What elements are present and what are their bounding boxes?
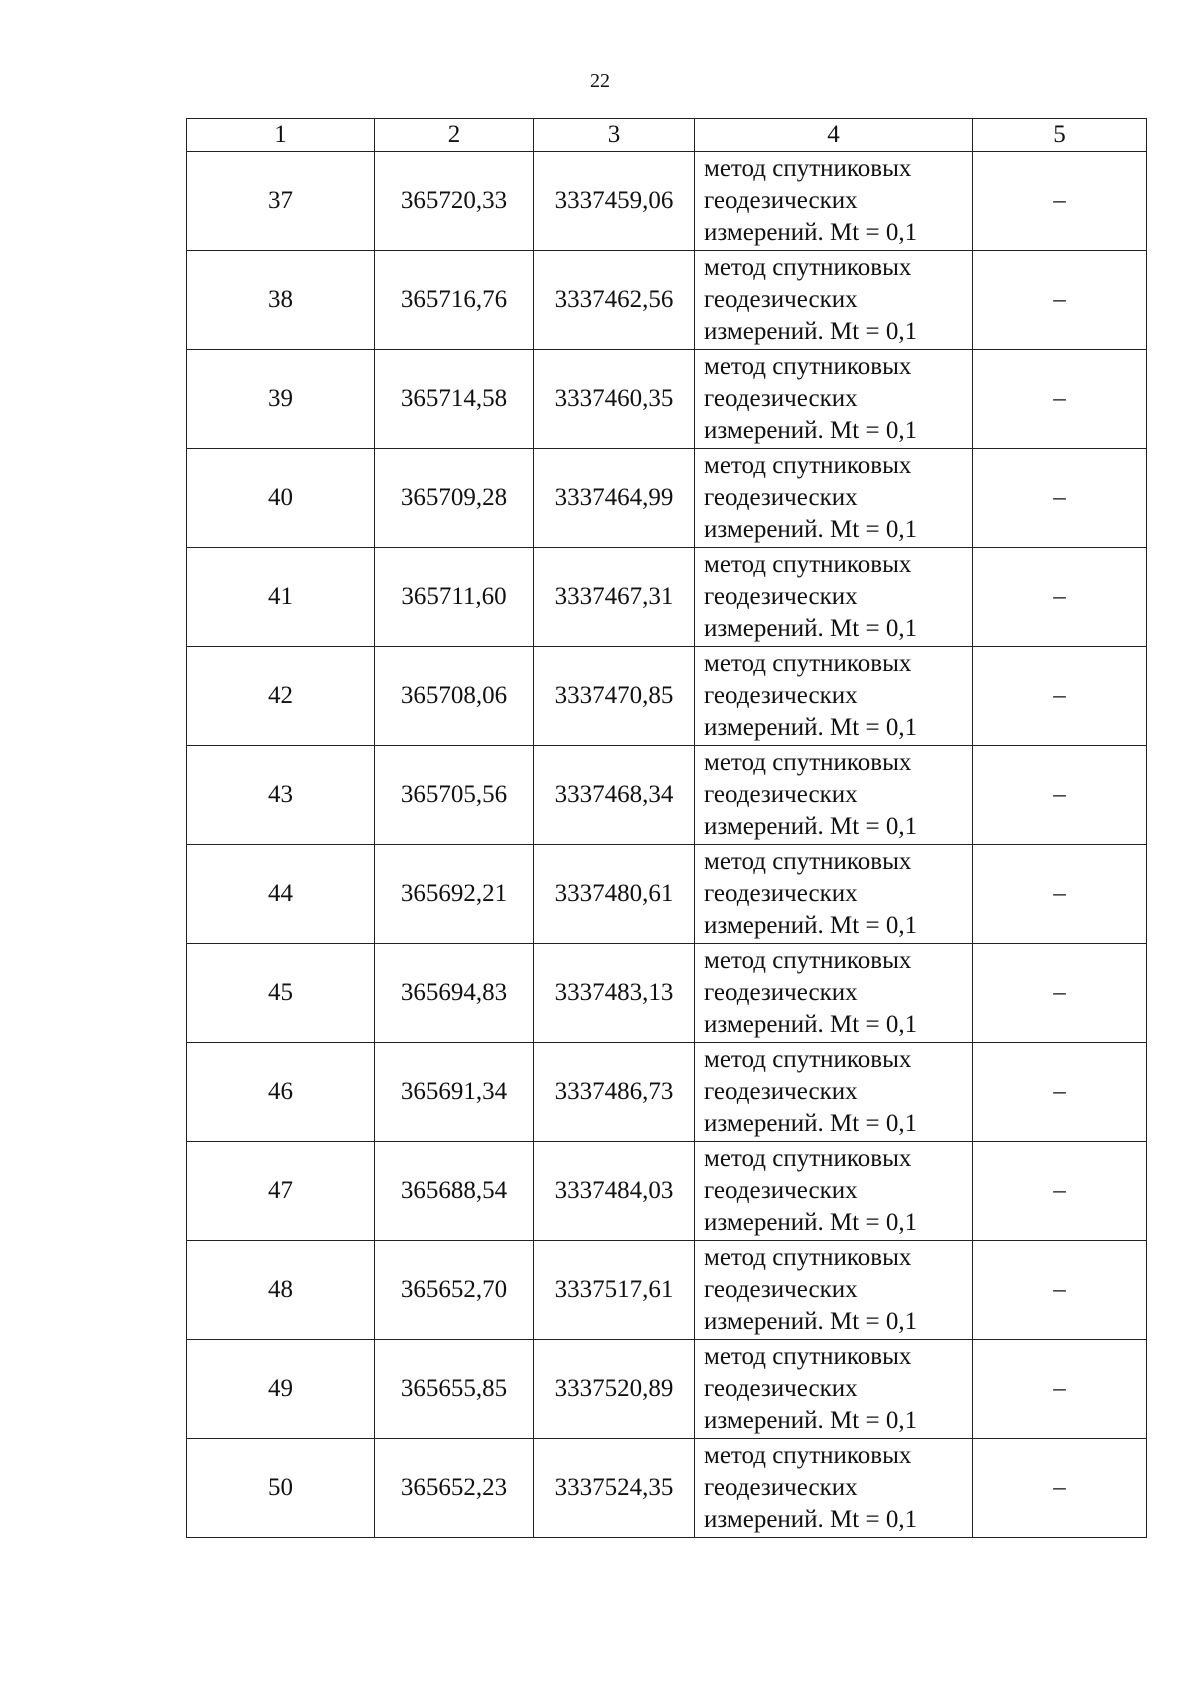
table-row — [187, 944, 1147, 1043]
method-text-line: метод спутниковых — [704, 551, 912, 578]
note-cell: – — [973, 350, 1147, 449]
point-number-cell: 40 — [187, 449, 375, 548]
note-cell: – — [973, 152, 1147, 251]
method-text-line: метод спутниковых — [704, 452, 912, 479]
point-number-cell: 37 — [187, 152, 375, 251]
y-coordinate-cell: 3337460,35 — [534, 350, 695, 449]
y-coordinate-cell: 3337517,61 — [534, 1241, 695, 1340]
point-number-cell: 39 — [187, 350, 375, 449]
y-coordinate-cell: 3337464,99 — [534, 449, 695, 548]
method-text-line: метод спутниковых — [704, 155, 912, 182]
method-cell — [695, 746, 973, 845]
note-cell: – — [973, 548, 1147, 647]
page-number: 22 — [590, 70, 610, 92]
coordinates-table — [186, 118, 1147, 1538]
method-text-line: измерений. Mt = 0,1 — [704, 1209, 918, 1236]
x-coordinate-cell: 365691,34 — [375, 1043, 534, 1142]
method-text-line: метод спутниковых — [704, 1046, 912, 1073]
x-coordinate-cell: 365705,56 — [375, 746, 534, 845]
method-text-line: измерений. Mt = 0,1 — [704, 219, 918, 246]
x-coordinate-cell: 365652,70 — [375, 1241, 534, 1340]
x-coordinate-cell: 365694,83 — [375, 944, 534, 1043]
column-header-5: 5 — [973, 119, 1147, 152]
y-coordinate-cell: 3337484,03 — [534, 1142, 695, 1241]
table-row — [187, 647, 1147, 746]
method-cell — [695, 1043, 973, 1142]
note-cell: – — [973, 1241, 1147, 1340]
method-text-line: геодезических — [704, 1474, 858, 1501]
method-text-line: метод спутниковых — [704, 254, 912, 281]
method-cell — [695, 944, 973, 1043]
method-text-line: геодезических — [704, 385, 858, 412]
note-cell: – — [973, 944, 1147, 1043]
method-text-line: метод спутниковых — [704, 1343, 912, 1370]
point-number-cell: 43 — [187, 746, 375, 845]
x-coordinate-cell: 365655,85 — [375, 1340, 534, 1439]
note-cell: – — [973, 647, 1147, 746]
column-header-4: 4 — [695, 119, 973, 152]
x-coordinate-cell: 365711,60 — [375, 548, 534, 647]
method-text-line: геодезических — [704, 1276, 858, 1303]
y-coordinate-cell: 3337480,61 — [534, 845, 695, 944]
y-coordinate-cell: 3337470,85 — [534, 647, 695, 746]
x-coordinate-cell: 365709,28 — [375, 449, 534, 548]
column-header-2: 2 — [375, 119, 534, 152]
x-coordinate-cell: 365708,06 — [375, 647, 534, 746]
method-text-line: геодезических — [704, 781, 858, 808]
method-cell — [695, 1439, 973, 1538]
method-cell — [695, 1340, 973, 1439]
table-row — [187, 350, 1147, 449]
method-text-line: измерений. Mt = 0,1 — [704, 1407, 918, 1434]
table-row — [187, 152, 1147, 251]
table-row — [187, 1439, 1147, 1538]
x-coordinate-cell: 365720,33 — [375, 152, 534, 251]
method-text-line: измерений. Mt = 0,1 — [704, 615, 918, 642]
point-number-cell: 49 — [187, 1340, 375, 1439]
point-number-cell: 50 — [187, 1439, 375, 1538]
note-cell: – — [973, 1340, 1147, 1439]
y-coordinate-cell: 3337468,34 — [534, 746, 695, 845]
y-coordinate-cell: 3337467,31 — [534, 548, 695, 647]
point-number-cell: 48 — [187, 1241, 375, 1340]
x-coordinate-cell: 365688,54 — [375, 1142, 534, 1241]
method-text-line: метод спутниковых — [704, 1244, 912, 1271]
method-cell — [695, 548, 973, 647]
column-header-3: 3 — [534, 119, 695, 152]
table-row — [187, 1340, 1147, 1439]
column-header-1: 1 — [187, 119, 375, 152]
y-coordinate-cell: 3337520,89 — [534, 1340, 695, 1439]
method-cell — [695, 350, 973, 449]
note-cell: – — [973, 1142, 1147, 1241]
note-cell: – — [973, 746, 1147, 845]
method-text-line: геодезических — [704, 286, 858, 313]
point-number-cell: 38 — [187, 251, 375, 350]
point-number-cell: 44 — [187, 845, 375, 944]
method-cell — [695, 449, 973, 548]
y-coordinate-cell: 3337462,56 — [534, 251, 695, 350]
x-coordinate-cell: 365714,58 — [375, 350, 534, 449]
note-cell: – — [973, 845, 1147, 944]
note-cell: – — [973, 449, 1147, 548]
method-text-line: геодезических — [704, 979, 858, 1006]
coordinates-table-body — [187, 119, 1147, 1538]
method-text-line: геодезических — [704, 1078, 858, 1105]
table-row — [187, 746, 1147, 845]
method-text-line: измерений. Mt = 0,1 — [704, 1110, 918, 1137]
method-text-line: метод спутниковых — [704, 947, 912, 974]
method-text-line: метод спутниковых — [704, 353, 912, 380]
x-coordinate-cell: 365716,76 — [375, 251, 534, 350]
method-text-line: измерений. Mt = 0,1 — [704, 1506, 918, 1533]
point-number-cell: 47 — [187, 1142, 375, 1241]
method-text-line: геодезических — [704, 583, 858, 610]
method-cell — [695, 251, 973, 350]
table-row — [187, 548, 1147, 647]
method-cell — [695, 152, 973, 251]
table-row — [187, 1142, 1147, 1241]
table-row — [187, 251, 1147, 350]
method-text-line: метод спутниковых — [704, 650, 912, 677]
header-row — [187, 119, 1147, 152]
x-coordinate-cell: 365692,21 — [375, 845, 534, 944]
method-text-line: измерений. Mt = 0,1 — [704, 1308, 918, 1335]
y-coordinate-cell: 3337524,35 — [534, 1439, 695, 1538]
point-number-cell: 42 — [187, 647, 375, 746]
note-cell: – — [973, 251, 1147, 350]
method-text-line: геодезических — [704, 1375, 858, 1402]
method-text-line: геодезических — [704, 682, 858, 709]
method-text-line: метод спутниковых — [704, 1145, 912, 1172]
method-text-line: геодезических — [704, 1177, 858, 1204]
y-coordinate-cell: 3337486,73 — [534, 1043, 695, 1142]
method-text-line: измерений. Mt = 0,1 — [704, 1011, 918, 1038]
method-text-line: геодезических — [704, 484, 858, 511]
method-cell — [695, 845, 973, 944]
point-number-cell: 41 — [187, 548, 375, 647]
table-row — [187, 1043, 1147, 1142]
y-coordinate-cell: 3337459,06 — [534, 152, 695, 251]
x-coordinate-cell: 365652,23 — [375, 1439, 534, 1538]
note-cell: – — [973, 1043, 1147, 1142]
method-cell — [695, 647, 973, 746]
method-text-line: геодезических — [704, 880, 858, 907]
table-row — [187, 1241, 1147, 1340]
point-number-cell: 45 — [187, 944, 375, 1043]
method-cell — [695, 1142, 973, 1241]
method-text-line: измерений. Mt = 0,1 — [704, 813, 918, 840]
note-cell: – — [973, 1439, 1147, 1538]
method-text-line: измерений. Mt = 0,1 — [704, 714, 918, 741]
method-text-line: измерений. Mt = 0,1 — [704, 318, 918, 345]
method-text-line: метод спутниковых — [704, 749, 912, 776]
table-row — [187, 845, 1147, 944]
point-number-cell: 46 — [187, 1043, 375, 1142]
method-text-line: измерений. Mt = 0,1 — [704, 516, 918, 543]
method-text-line: измерений. Mt = 0,1 — [704, 912, 918, 939]
method-text-line: геодезических — [704, 187, 858, 214]
method-text-line: измерений. Mt = 0,1 — [704, 417, 918, 444]
table-row — [187, 449, 1147, 548]
y-coordinate-cell: 3337483,13 — [534, 944, 695, 1043]
method-cell — [695, 1241, 973, 1340]
method-text-line: метод спутниковых — [704, 848, 912, 875]
method-text-line: метод спутниковых — [704, 1442, 912, 1469]
